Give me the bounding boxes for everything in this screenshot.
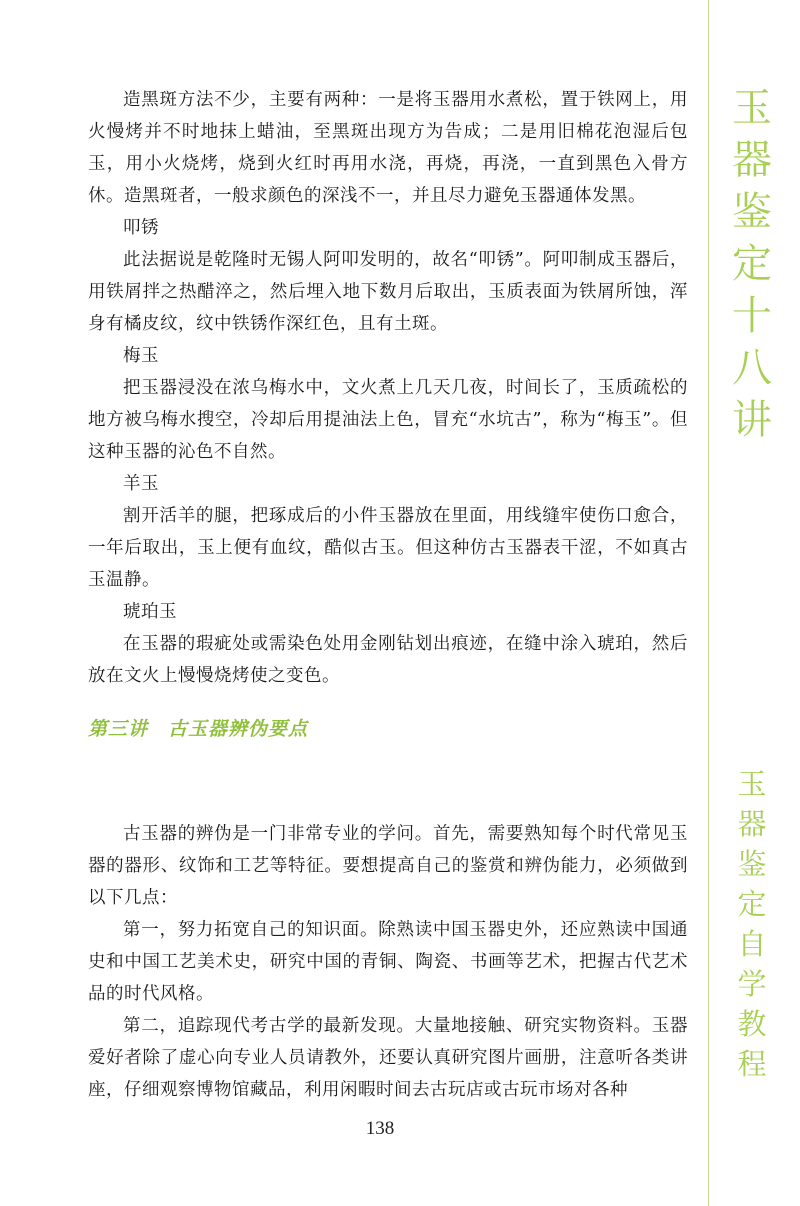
side-title-book xyxy=(722,82,782,446)
body-text-upper xyxy=(88,84,688,692)
side-series-char: 器 xyxy=(737,807,767,841)
subheading-kou-xiu: 叩锈 xyxy=(123,218,159,238)
intro-paragraph: 造黑斑方法不少，主要有两种：一是将玉器用水煮松，置于铁网上，用火慢烤并不时地抹上蜡油，至黑斑出现方为告成；二是用旧棉花泡湿后包玉，用小火烧烤，烧到火红时再用水浇，再烧，再浇，一直到黑色入骨方休。造黑斑者，一般求颜色的深浅不一，并且尽力避免玉器通体发黑。 xyxy=(88,90,688,206)
subheading-mei-yu: 梅玉 xyxy=(123,346,159,366)
side-title-char: 八 xyxy=(732,345,772,391)
page-number: 138 xyxy=(365,1118,395,1139)
paragraph-mei-yu: 把玉器浸没在浓乌梅水中，文火煮上几天几夜，时间长了，玉质疏松的地方被乌梅水搜空，冷却后用提油法上色，冒充“水坑古”，称为“梅玉”。但这种玉器的沁色不自然。 xyxy=(88,378,688,462)
side-title-series xyxy=(722,764,782,1084)
side-series-char: 学 xyxy=(737,967,767,1001)
side-title-char: 定 xyxy=(732,241,772,287)
side-series-char: 自 xyxy=(737,927,767,961)
side-title-char: 器 xyxy=(732,137,772,183)
side-title-char: 十 xyxy=(732,293,772,339)
section-intro-paragraph: 古玉器的辨伪是一门非常专业的学问。首先，需要熟知每个时代常见玉器的器形、纹饰和工艺等特征。要想提高自己的鉴赏和辨伪能力，必须做到以下几点： xyxy=(88,824,688,908)
side-series-char: 教 xyxy=(737,1007,767,1041)
paragraph-hu-po-yu: 在玉器的瑕疵处或需染色处用金刚钻划出痕迹，在缝中涂入琥珀，然后放在文火上慢慢烧烤使之变色。 xyxy=(88,634,688,686)
side-series-char: 鉴 xyxy=(737,847,767,881)
side-title-char: 玉 xyxy=(732,85,772,131)
paragraph-kou-xiu: 此法据说是乾隆时无锡人阿叩发明的，故名“叩锈”。阿叩制成玉器后，用铁屑拌之热醋淬之，然后埋入地下数月后取出，玉质表面为铁屑所蚀，浑身有橘皮纹，纹中铁锈作深红色，且有土斑。 xyxy=(88,250,688,334)
side-title-char: 讲 xyxy=(732,397,772,443)
point-two-paragraph: 第二，追踪现代考古学的最新发现。大量地接触、研究实物资料。玉器爱好者除了虚心向专业人员请教外，还要认真研究图片画册，注意听各类讲座，仔细观察博物馆藏品，利用闲暇时间去古玩店或古玩市场对各种 xyxy=(88,1016,688,1100)
subheading-hu-po-yu: 琥珀玉 xyxy=(123,602,177,622)
paragraph-yang-yu: 割开活羊的腿，把琢成后的小件玉器放在里面，用线缝牢使伤口愈合，一年后取出，玉上便有血纹，酷似古玉。但这种仿古玉器表干涩，不如真古玉温静。 xyxy=(88,506,688,590)
section-title: 第三讲 古玉器辨伪要点 xyxy=(88,718,309,740)
side-title-char: 鉴 xyxy=(732,189,772,235)
body-text-lower xyxy=(88,818,688,1106)
side-series-char: 玉 xyxy=(737,767,767,801)
side-series-char: 程 xyxy=(737,1047,767,1081)
subheading-yang-yu: 羊玉 xyxy=(123,474,159,494)
point-one-paragraph: 第一，努力拓宽自己的知识面。除熟读中国玉器史外，还应熟读中国通史和中国工艺美术史，研究中国的青铜、陶瓷、书画等艺术，把握古代艺术品的时代风格。 xyxy=(88,920,688,1004)
side-series-char: 定 xyxy=(737,887,767,921)
margin-rule xyxy=(708,0,709,1206)
